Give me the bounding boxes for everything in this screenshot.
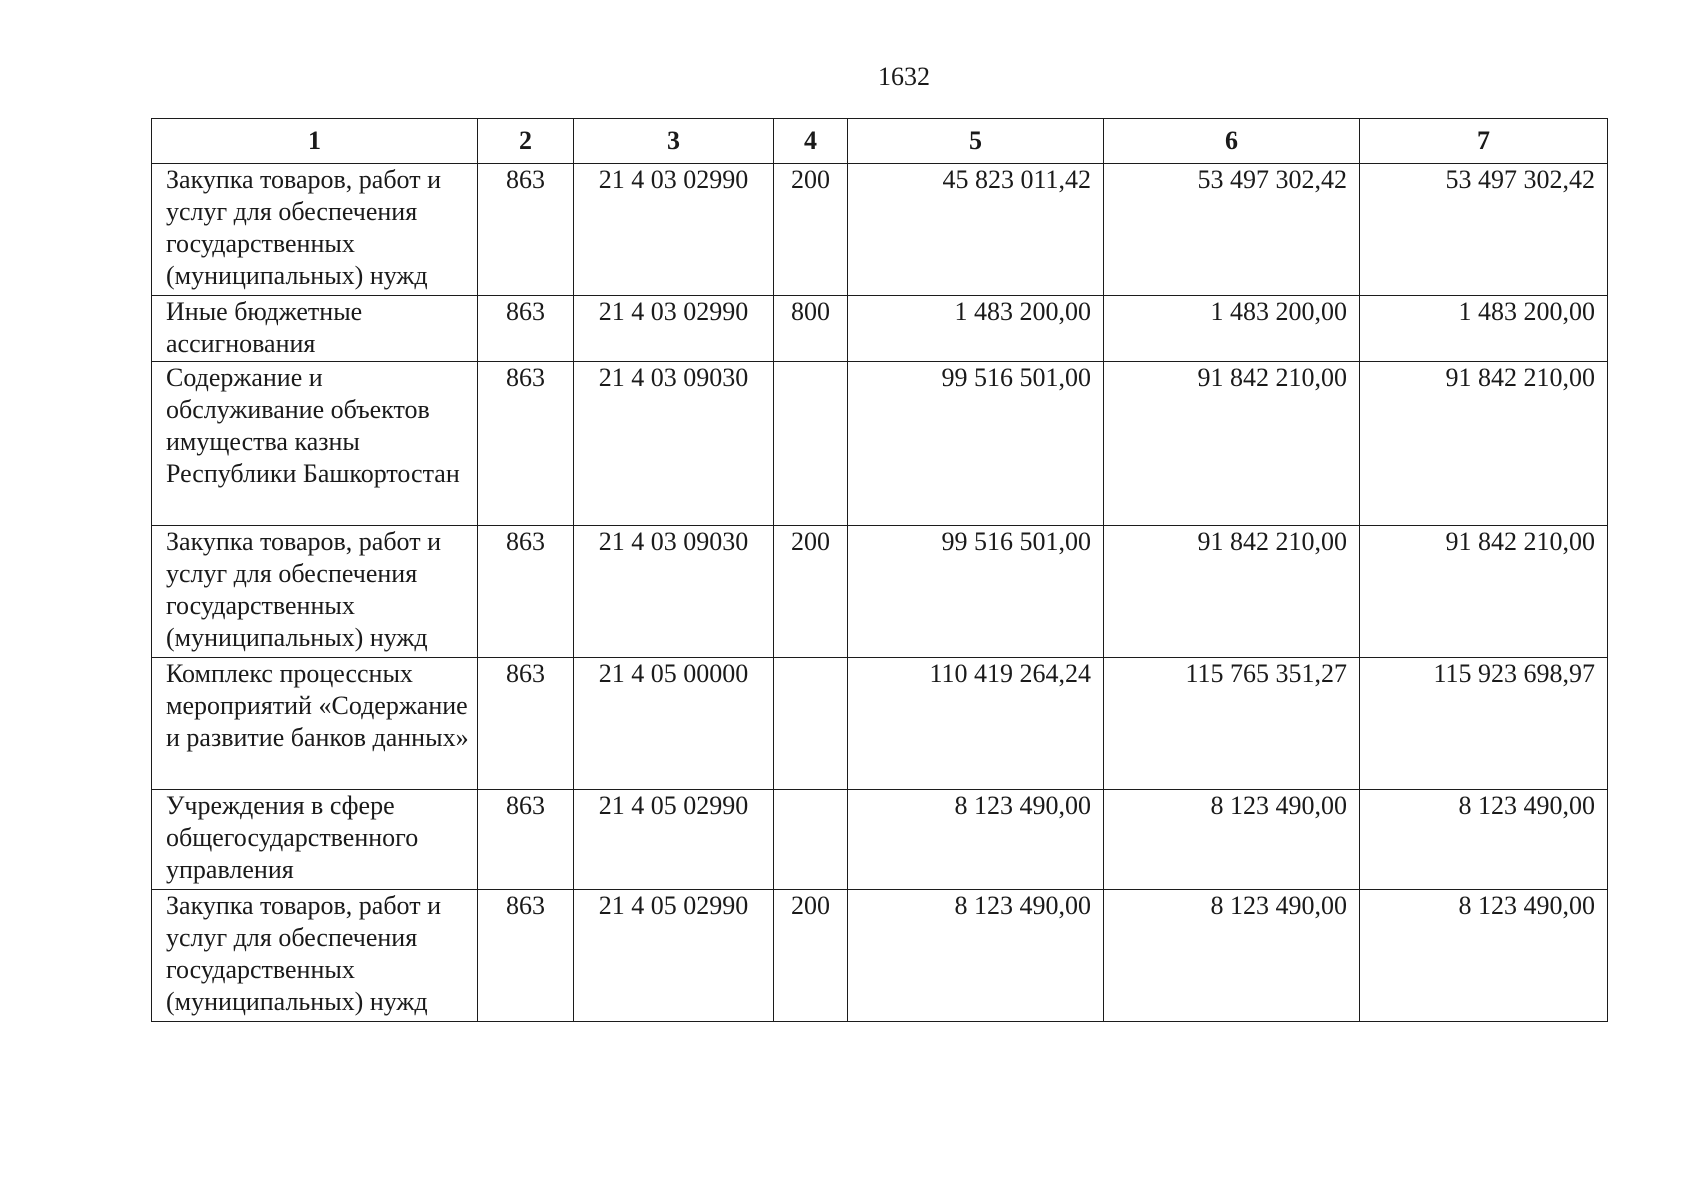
row-target-code: 21 4 05 00000 (574, 658, 774, 790)
row-dept-code: 863 (478, 526, 574, 658)
row-amount-col5: 8 123 490,00 (848, 890, 1104, 1022)
row-target-code: 21 4 03 02990 (574, 164, 774, 296)
table-row (152, 658, 1608, 790)
row-amount-col7: 91 842 210,00 (1360, 526, 1608, 658)
row-expense-type: 800 (774, 296, 848, 362)
row-amount-col7: 115 923 698,97 (1360, 658, 1608, 790)
column-header: 1 (152, 119, 478, 164)
row-amount-col6: 53 497 302,42 (1104, 164, 1360, 296)
row-amount-col6: 115 765 351,27 (1104, 658, 1360, 790)
row-amount-col6: 8 123 490,00 (1104, 790, 1360, 890)
row-amount-col6: 91 842 210,00 (1104, 362, 1360, 526)
row-dept-code: 863 (478, 296, 574, 362)
row-name: Содержание и обслуживание объектов имущества казны Республики Башкортостан (152, 362, 478, 526)
row-dept-code: 863 (478, 164, 574, 296)
row-name: Учреждения в сфере общегосударственного управления (152, 790, 478, 890)
row-expense-type (774, 790, 848, 890)
row-name: Комплекс процессных мероприятий «Содержание и развитие банков данных» (152, 658, 478, 790)
row-target-code: 21 4 05 02990 (574, 790, 774, 890)
row-amount-col5: 1 483 200,00 (848, 296, 1104, 362)
row-dept-code: 863 (478, 890, 574, 1022)
row-amount-col5: 99 516 501,00 (848, 362, 1104, 526)
row-amount-col6: 8 123 490,00 (1104, 890, 1360, 1022)
row-amount-col5: 99 516 501,00 (848, 526, 1104, 658)
column-header: 4 (774, 119, 848, 164)
row-amount-col7: 8 123 490,00 (1360, 890, 1608, 1022)
row-name: Закупка товаров, работ и услуг для обеспечения государственных (муниципальных) нужд (152, 526, 478, 658)
row-dept-code: 863 (478, 362, 574, 526)
table-row (152, 296, 1608, 362)
row-name: Закупка товаров, работ и услуг для обеспечения государственных (муниципальных) нужд (152, 164, 478, 296)
table-row (152, 790, 1608, 890)
table-row (152, 890, 1608, 1022)
row-dept-code: 863 (478, 790, 574, 890)
row-amount-col7: 8 123 490,00 (1360, 790, 1608, 890)
row-name: Иные бюджетные ассигнования (152, 296, 478, 362)
column-header: 7 (1360, 119, 1608, 164)
row-expense-type (774, 362, 848, 526)
row-amount-col7: 1 483 200,00 (1360, 296, 1608, 362)
budget-table (151, 118, 1608, 1022)
column-header: 6 (1104, 119, 1360, 164)
table-row (152, 526, 1608, 658)
row-amount-col7: 53 497 302,42 (1360, 164, 1608, 296)
row-target-code: 21 4 03 02990 (574, 296, 774, 362)
column-header: 5 (848, 119, 1104, 164)
row-amount-col5: 45 823 011,42 (848, 164, 1104, 296)
table-row (152, 362, 1608, 526)
row-expense-type: 200 (774, 164, 848, 296)
row-target-code: 21 4 05 02990 (574, 890, 774, 1022)
row-amount-col6: 91 842 210,00 (1104, 526, 1360, 658)
table-row (152, 164, 1608, 296)
row-target-code: 21 4 03 09030 (574, 526, 774, 658)
page-number: 1632 (878, 62, 930, 91)
row-expense-type: 200 (774, 526, 848, 658)
column-header: 2 (478, 119, 574, 164)
row-name: Закупка товаров, работ и услуг для обеспечения государственных (муниципальных) нужд (152, 890, 478, 1022)
row-amount-col7: 91 842 210,00 (1360, 362, 1608, 526)
row-amount-col6: 1 483 200,00 (1104, 296, 1360, 362)
row-amount-col5: 110 419 264,24 (848, 658, 1104, 790)
row-amount-col5: 8 123 490,00 (848, 790, 1104, 890)
row-expense-type (774, 658, 848, 790)
row-target-code: 21 4 03 09030 (574, 362, 774, 526)
column-header: 3 (574, 119, 774, 164)
row-dept-code: 863 (478, 658, 574, 790)
row-expense-type: 200 (774, 890, 848, 1022)
header-row (152, 119, 1608, 164)
